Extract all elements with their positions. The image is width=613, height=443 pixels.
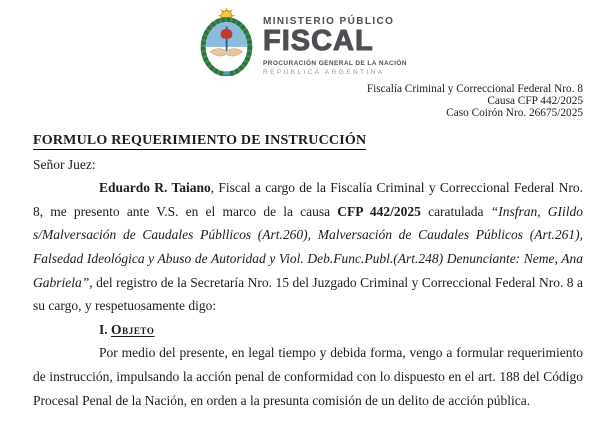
document-title xyxy=(33,129,583,153)
intro-text-3: , del registro de la Secretaría Nro. 15 del Juzgado Criminal y Correccional Federal Nro. 8 a su cargo, y respetuosamente digo: xyxy=(33,274,583,314)
section-heading-objeto xyxy=(99,318,583,342)
coat-of-arms-icon xyxy=(199,6,254,76)
case-number-bold: CFP 442/2025 xyxy=(337,203,421,219)
logo-text xyxy=(263,16,407,76)
logo-subtitle-procuracion: PROCURACIÓN GENERAL DE LA NACIÓN xyxy=(263,59,407,67)
logo-block xyxy=(199,6,407,76)
salutation: Señor Juez: xyxy=(33,156,96,172)
case-info-line-causa: Causa CFP 442/2025 xyxy=(487,94,583,107)
document-body xyxy=(33,129,583,412)
case-caption-italic: “Insfran, GIildo s/Malversación de Caudales Públlicos (Art.260), Malversación de Caudales Públicos (Art.261), Falsedad Ideológica y Abuso de Autoridad y Viol. Deb.Func.Publ.(Art.248) Denunciante: Neme, Ana Gabriela” xyxy=(33,203,583,290)
section-numeral: I. xyxy=(99,321,112,337)
case-info-line-fiscalia: Fiscalía Criminal y Correccional Federal Nro. 8 xyxy=(366,83,583,95)
intro-text-1: , Fiscal a cargo de la Fiscalía Criminal y Correccional Federal Nro. 8, me presento ante V.S. en el marco de la causa xyxy=(33,180,583,219)
intro-text-2: caratulada xyxy=(420,203,491,219)
logo-subtitle-republica: REPÚBLICA ARGENTINA xyxy=(263,68,385,76)
paragraph-intro xyxy=(33,176,583,318)
logo-fiscal-wordmark: FISCAL xyxy=(263,25,374,57)
case-info-line-caso: Caso Coirón Nro. 26675/2025 xyxy=(446,106,583,119)
paragraph-objeto: Por medio del presente, en legal tiempo y debida forma, vengo a formular requerimiento de instrucción, impulsando la acción penal de conformidad con lo dispuesto en el art. 188 del Código Procesal Penal de la Nación, en orden a la presunta comisión de un delito de acción pública. xyxy=(33,345,583,408)
fiscal-name-bold: Eduardo R. Taiano xyxy=(99,180,211,196)
section-title-objeto: Objeto xyxy=(111,321,155,337)
document-title-text: FORMULO REQUERIMIENTO DE INSTRUCCIÓN xyxy=(33,133,367,148)
case-info-block xyxy=(367,84,583,120)
logo-ministry-line: MINISTERIO PÚBLICO xyxy=(263,16,395,27)
